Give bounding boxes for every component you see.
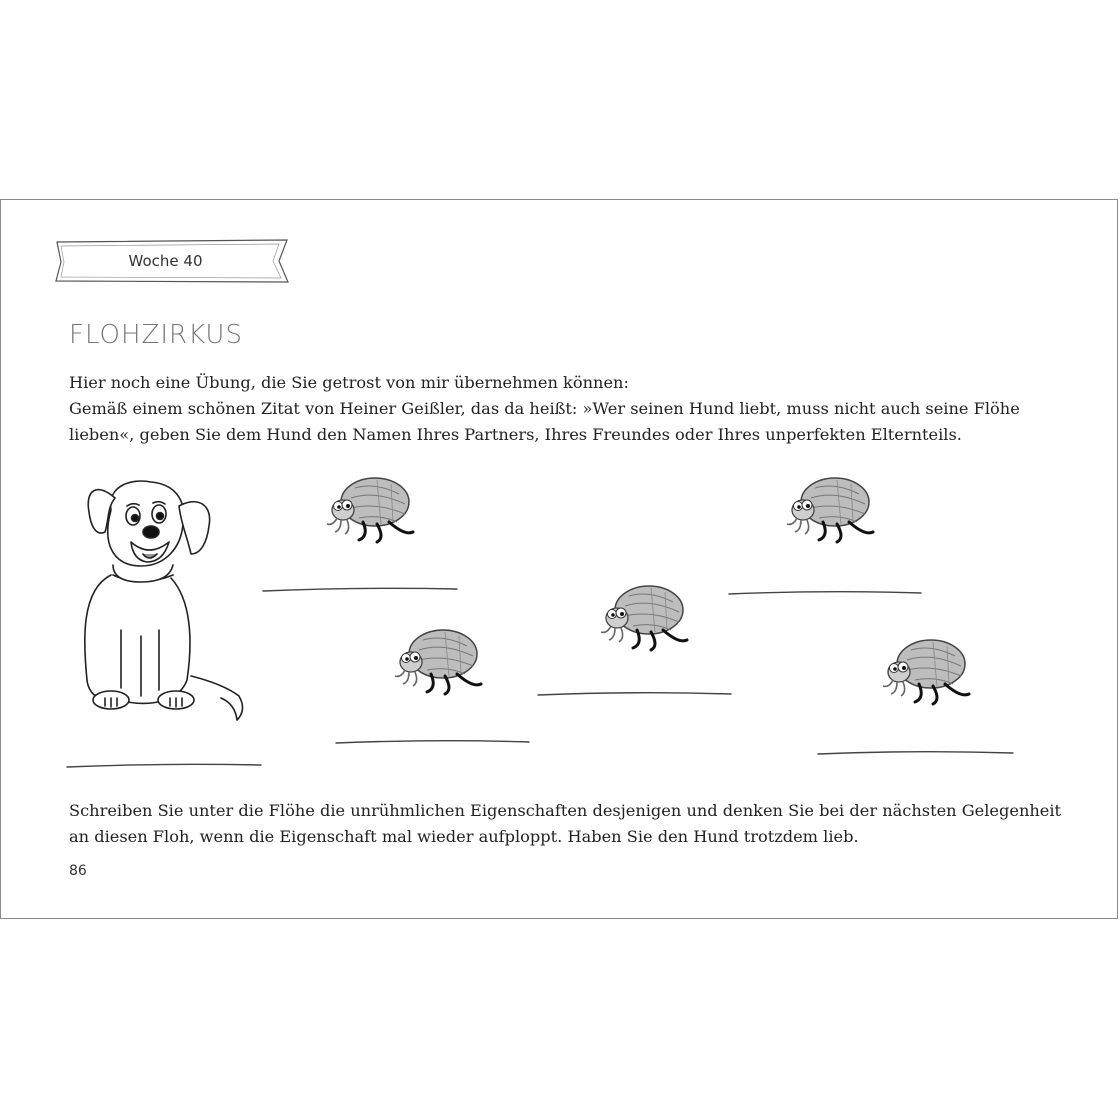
flea-icon	[601, 586, 687, 650]
writing-line	[336, 741, 529, 743]
flea-circus-illustration	[1, 470, 1119, 800]
writing-line	[818, 752, 1013, 754]
flea-icon	[395, 630, 481, 694]
intro-text	[69, 370, 1059, 448]
flea-icon	[883, 640, 969, 704]
writing-line	[538, 693, 731, 695]
page-number: 86	[69, 863, 87, 879]
writing-line	[729, 592, 921, 594]
outro-paragraph: Schreiben Sie unter die Flöhe die unrühmlichen Eigenschaften desjenigen und denken Sie bei der nächsten Gelegenheit an diesen Floh, wenn die Eigenschaft mal wieder aufploppt. Haben Sie den Hund trotzdem lieb.	[69, 801, 1062, 846]
book-page	[0, 199, 1118, 919]
week-banner	[53, 238, 291, 284]
intro-line-1: Hier noch eine Übung, die Sie getrost von mir übernehmen können:	[69, 373, 629, 392]
dog-icon	[85, 481, 243, 720]
flea-icon	[327, 478, 413, 542]
writing-line	[263, 588, 457, 591]
intro-line-2: Gemäß einem schönen Zitat von Heiner Geißler, das da heißt: »Wer seinen Hund liebt, muss nicht auch seine Flöhe lieben«, geben Sie dem Hund den Namen Ihres Partners, Ihres Freundes oder Ihres unperfekten Elternteils.	[69, 399, 1020, 444]
writing-line	[67, 764, 261, 767]
week-label: Woche 40	[128, 252, 203, 270]
section-title: FLOHZIRKUS	[69, 320, 243, 350]
flea-icon	[787, 478, 873, 542]
outro-text	[69, 798, 1069, 850]
